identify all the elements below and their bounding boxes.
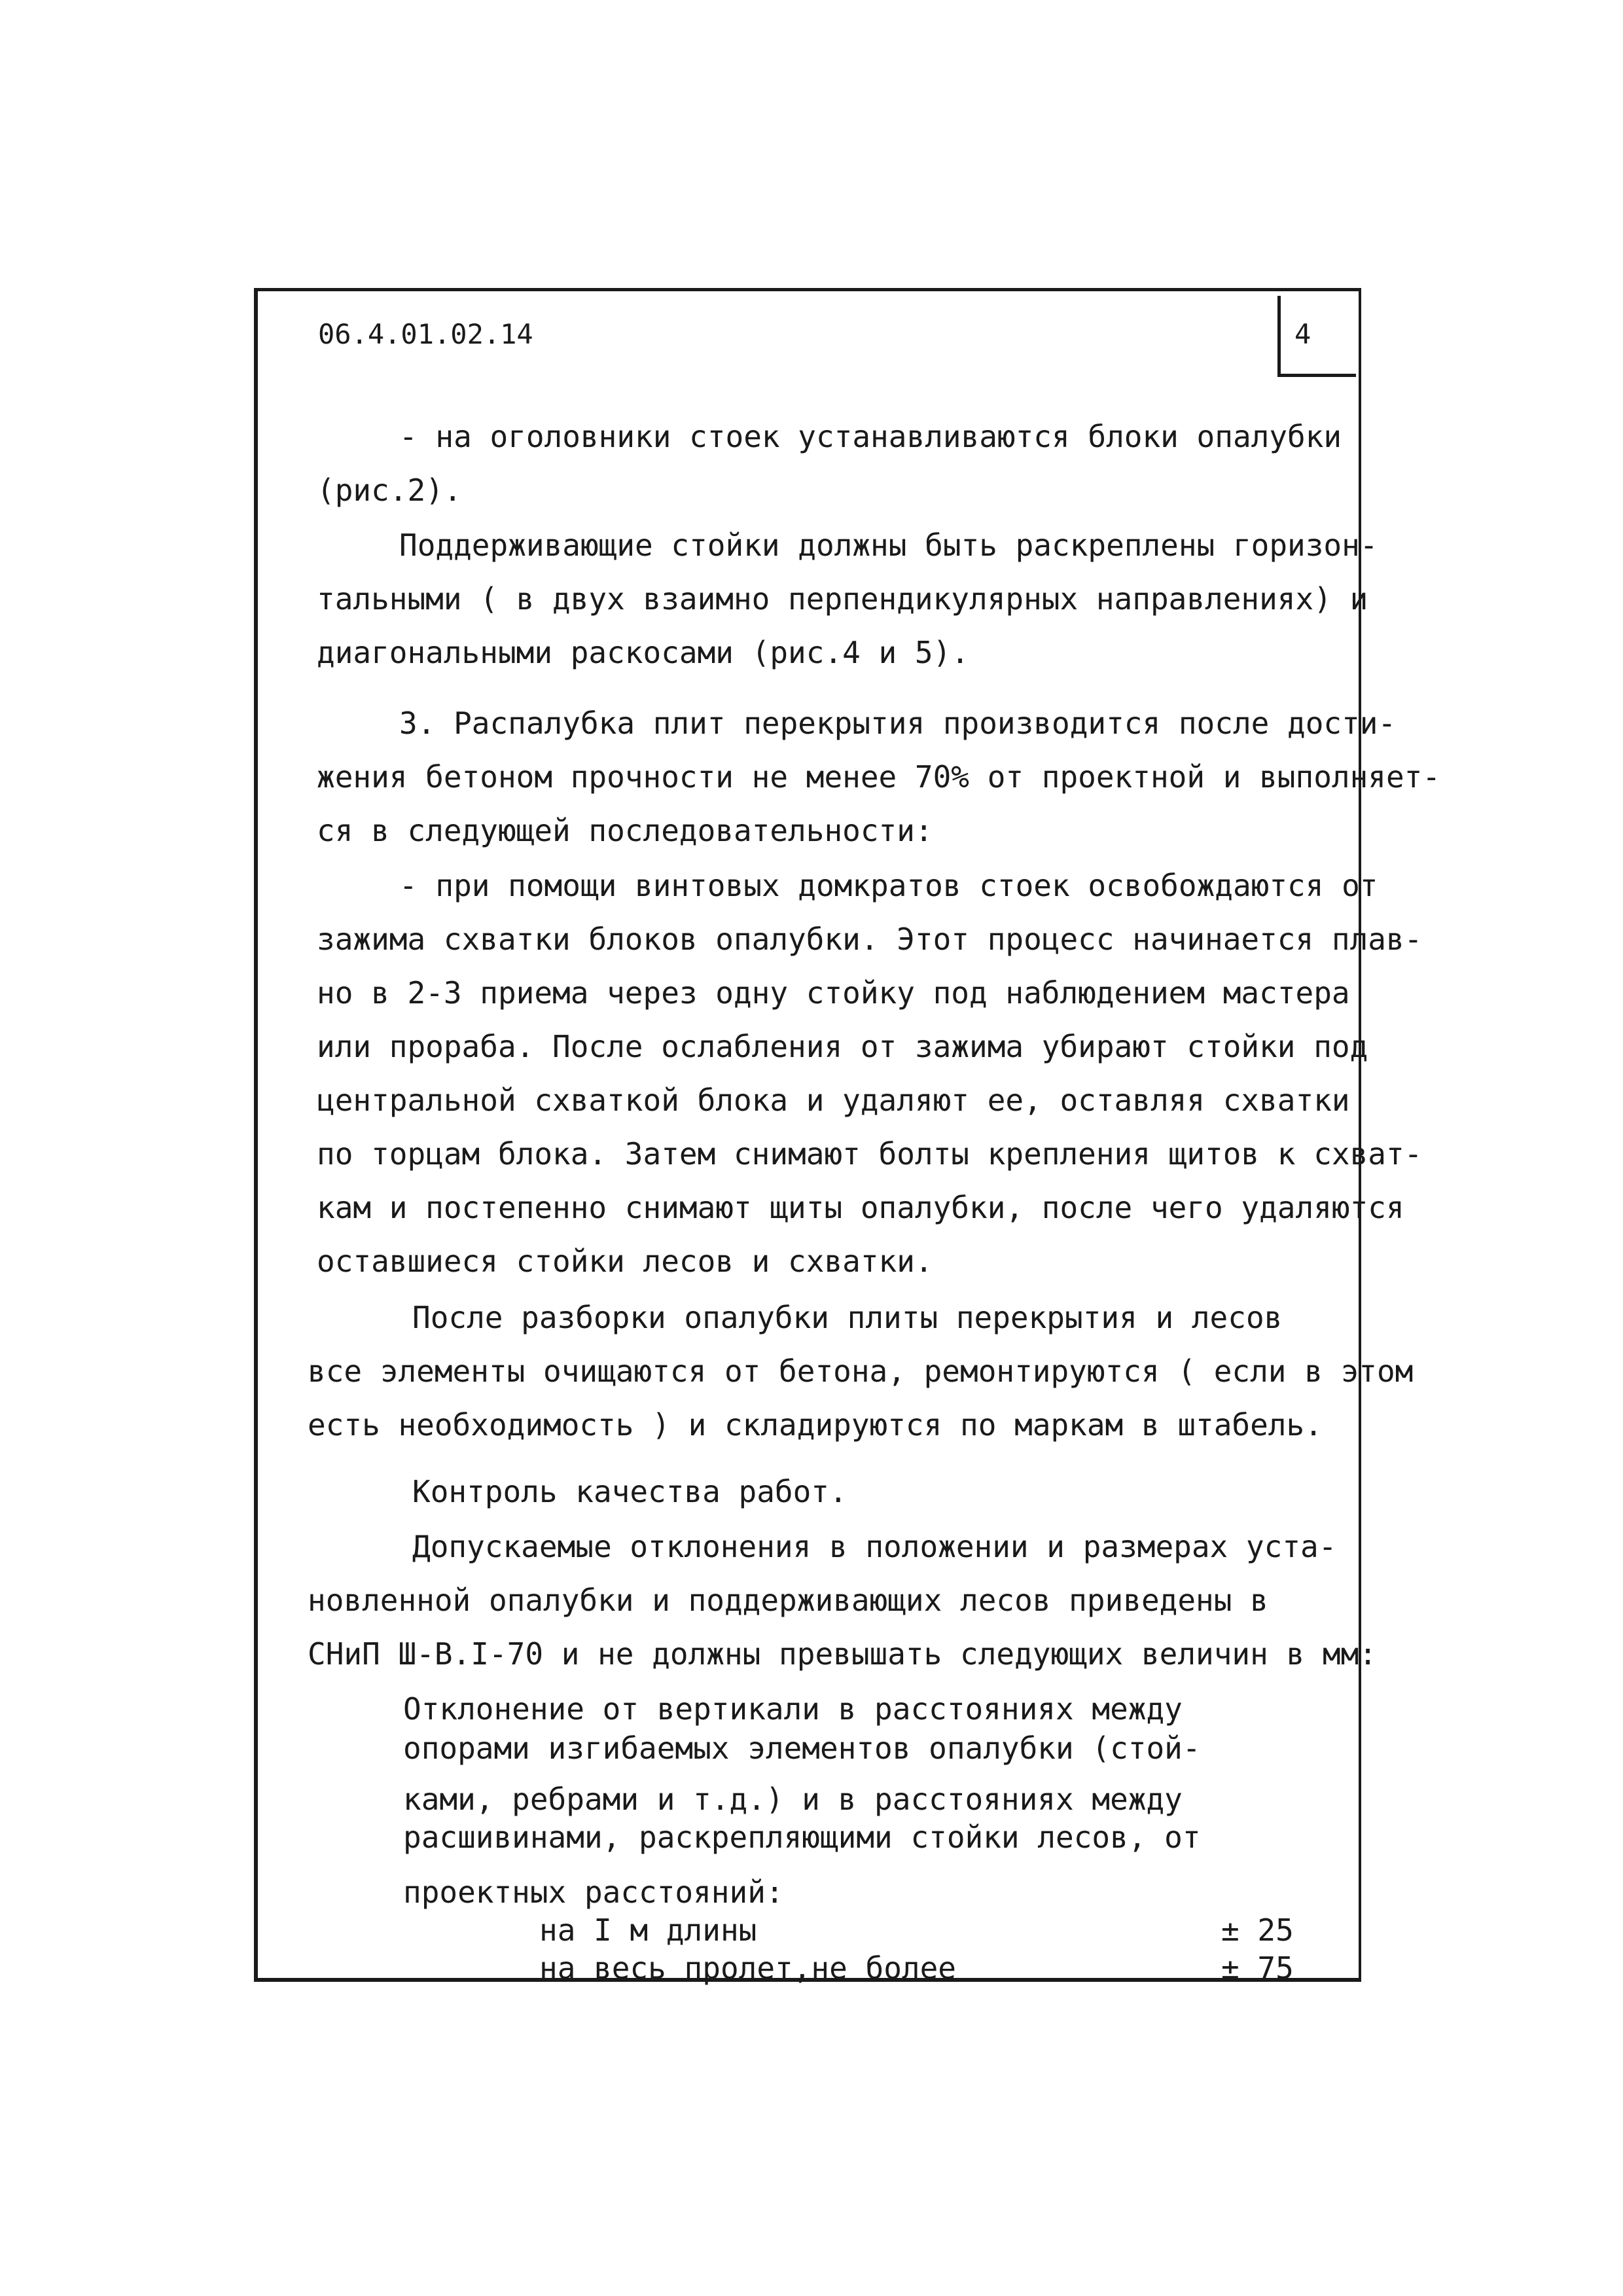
text-line: - на оголовники стоек устанавливаются блоки опалубки — [399, 419, 1342, 454]
tolerance-value: ± 25 — [1221, 1912, 1294, 1948]
text-line: проектных расстояний: — [403, 1874, 784, 1910]
text-line: расшивинами, раскрепляющими стойки лесов, от — [403, 1820, 1201, 1855]
text-line: СНиП Ш-В.I-70 и не должны превышать следующих величин в мм: — [308, 1636, 1377, 1672]
text-line: диагональными раскосами (рис.4 и 5). — [317, 635, 969, 670]
text-line: Отклонение от вертикали в расстояниях между — [403, 1691, 1183, 1727]
text-line: зажима схватки блоков опалубки. Этот процесс начинается плав- — [317, 922, 1423, 957]
section-heading: Контроль качества работ. — [412, 1474, 847, 1509]
tolerance-value: ± 75 — [1221, 1950, 1294, 1986]
text-line: Допускаемые отклонения в положении и размерах уста- — [412, 1529, 1337, 1564]
text-line: 3. Распалубка плит перекрытия производится после дости- — [399, 706, 1397, 741]
text-line: есть необходимость ) и складируются по маркам в штабель. — [308, 1407, 1323, 1443]
text-line: кам и постепенно снимают щиты опалубки, после чего удаляются — [317, 1190, 1404, 1225]
text-line: но в 2-3 приема через одну стойку под наблюдением мастера — [317, 975, 1350, 1011]
text-line: жения бетоном прочности не менее 70% от проектной и выполняет- — [317, 759, 1441, 795]
page-number: 4 — [1294, 318, 1311, 350]
page-number-box — [1277, 296, 1356, 377]
text-line: тальными ( в двух взаимно перпендикулярных направлениях) и — [317, 581, 1368, 617]
document-code: 06.4.01.02.14 — [318, 318, 533, 350]
text-line: (рис.2). — [317, 473, 462, 508]
text-line: центральной схваткой блока и удаляют ее, оставляя схватки — [317, 1083, 1350, 1118]
text-line: или прораба. После ослабления от зажима убирают стойки под — [317, 1029, 1368, 1064]
text-line: по торцам блока. Затем снимают болты крепления щитов к схват- — [317, 1136, 1423, 1172]
text-line: - при помощи винтовых домкратов стоек освобождаются от — [399, 868, 1378, 903]
text-line: ками, ребрами и т.д.) и в расстояниях между — [403, 1782, 1183, 1817]
text-line: оставшиеся стойки лесов и схватки. — [317, 1244, 933, 1279]
tolerance-label: на I м длины — [539, 1912, 757, 1948]
text-line: опорами изгибаемых элементов опалубки (стой- — [403, 1731, 1201, 1766]
text-line: После разборки опалубки плиты перекрытия и лесов — [412, 1300, 1283, 1335]
text-line: ся в следующей последовательности: — [317, 813, 933, 848]
text-line: Поддерживающие стойки должны быть раскреплены горизон- — [399, 528, 1378, 563]
tolerance-label: на весь пролет,не более — [539, 1950, 956, 1986]
text-line: новленной опалубки и поддерживающих лесов приведены в — [308, 1583, 1268, 1618]
text-line: все элементы очищаются от бетона, ремонтируются ( если в этом — [308, 1354, 1414, 1389]
